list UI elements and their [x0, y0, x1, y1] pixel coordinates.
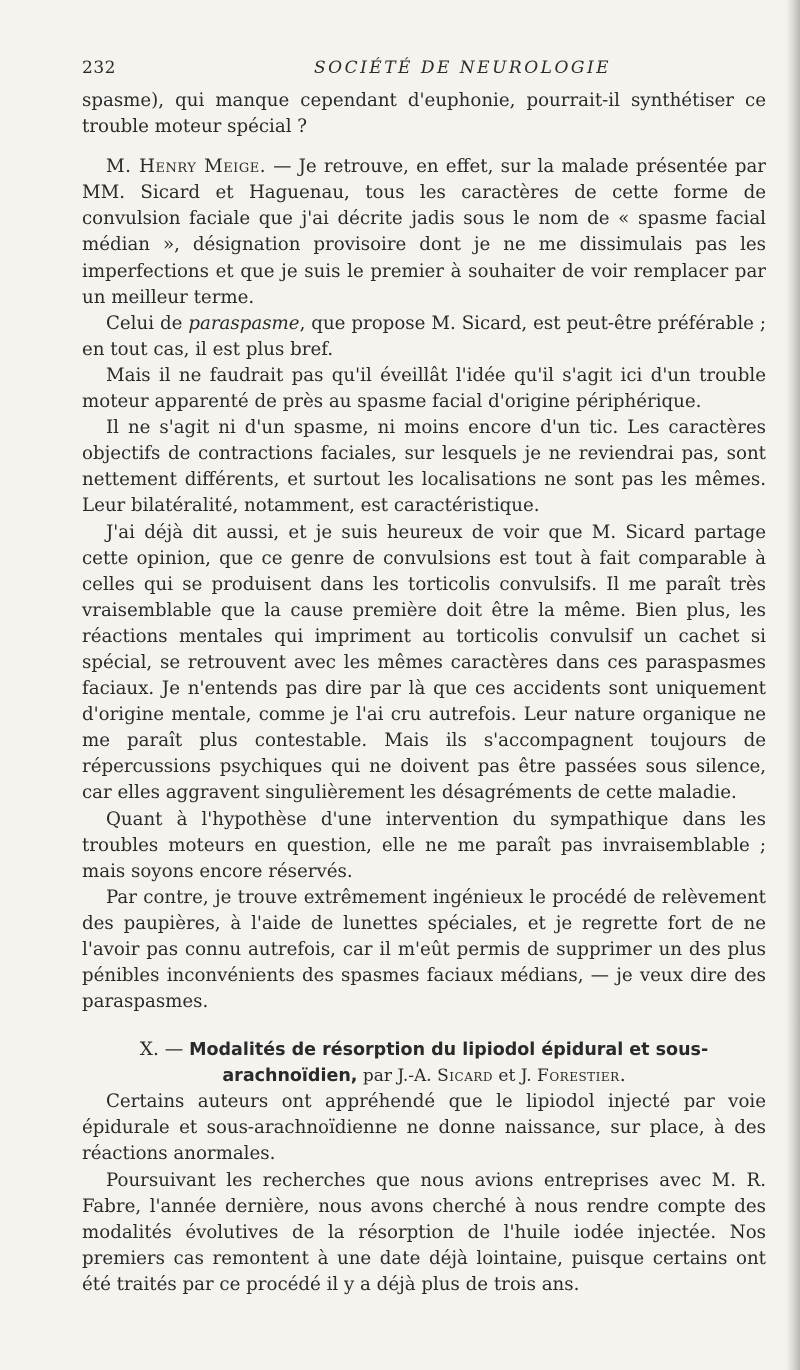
running-title: SOCIÉTÉ DE NEUROLOGIE: [314, 58, 612, 78]
paragraph: Quant à l'hypothèse d'une intervention du sympathique dans les troubles moteurs en question, elle ne me paraît pas invraisemblable ; mais soyons encore réservés.: [82, 808, 766, 882]
byline-text: .: [619, 1065, 626, 1087]
term-paraspasme: paraspasme: [188, 312, 300, 334]
paragraph-continuation: spasme), qui manque cependant d'euphonie, pourrait-il synthétiser ce trouble moteur spécial ?: [82, 90, 766, 138]
author-forestier: Forestier: [537, 1066, 620, 1087]
paragraph-paraspasme: [82, 311, 766, 363]
section-number: X. —: [139, 1039, 190, 1061]
speaker-name: M. Henry Meige.: [106, 156, 266, 178]
paragraph: Il ne s'agit ni d'un spasme, ni moins encore d'un tic. Les caractères objectifs de contractions faciales, sur lesquels je ne reviendrai pas, sont nettement différents, et surtout les localisations ne sont pas les mêmes. Leur bilatéralité, notamment, est caractéristique.: [82, 417, 766, 517]
page-binding-edge: [786, 0, 800, 1370]
paragraph: Poursuivant les recherches que nous avions entreprises avec M. R. Fabre, l'année dernière, nous avons cherché à nous rendre compte des modalités évolutives de la résorption de l'huile iodée injectée. Nos premiers cas remontent à une date déjà lointaine, puisque certains ont été traités par ce procédé il y a déjà plus de trois ans.: [82, 1169, 766, 1295]
author-sicard: Sicard: [437, 1066, 494, 1087]
byline-text: et J.: [493, 1066, 538, 1087]
paragraph-text: Celui de: [106, 312, 189, 334]
page-number: 232: [82, 58, 116, 78]
byline-text: par J.-A.: [357, 1066, 438, 1087]
paragraph: J'ai déjà dit aussi, et je suis heureux de voir que M. Sicard partage cette opinion, que ce genre de convulsions est tout à fait comparable à celles qui se produisent dans les torticolis convulsifs. Il me paraît très vraisemblable que la cause première doit être la même. Bien plus, les réactions mentales qui impriment au torticolis convulsif un cachet si spécial, se retrouvent avec les mêmes caractères dans ces paraspasmes faciaux. Je n'entends pas dire par là que ces accidents sont uniquement d'origine mentale, comme je l'ai cru autrefois. Leur nature organique ne me paraît plus contestable. Mais ils s'accompagnent toujours de répercussions psychiques qui ne doivent pas être passées sous silence, car elles aggravent singulièrement les désagréments de cette maladie.: [82, 521, 766, 804]
section-title: Modalités de résorption du lipiodol épidural et sous-arachnoïdien,: [189, 1040, 709, 1087]
paragraph-text: , que propose M. Sicard, est peut-être préférable ; en tout cas, il est plus bref.: [82, 312, 766, 360]
paragraph: Mais il ne faudrait pas qu'il éveillât l'idée qu'il s'agit ici d'un trouble moteur apparenté de près au spasme facial d'origine périphérique.: [82, 364, 766, 413]
page-header: [82, 58, 762, 82]
paragraph-text: — Je retrouve, en effet, sur la malade présentée par MM. Sicard et Haguenau, tous les caractères de cette forme de convulsion faciale que j'ai décrite jadis sous le nom de « spasme facial médian », désignation provisoire dont je ne me dissimulais pas les imperfections et que je suis le premier à souhaiter de voir remplacer par un meilleur terme.: [82, 156, 766, 308]
paragraph: Certains auteurs ont appréhendé que le lipiodol injecté par voie épidurale et sous-arachnoïdienne ne donne naissance, sur place, à des réactions anormales.: [82, 1091, 766, 1165]
paragraph: Par contre, je trouve extrêmement ingénieux le procédé de relèvement des paupières, à l'aide de lunettes spéciales, et je regrette fort de ne l'avoir pas connu autrefois, car il m'eût permis de supprimer un des plus pénibles inconvénients des spasmes faciaux médians, — je veux dire des paraspasmes.: [82, 886, 766, 1013]
article-body: [82, 88, 766, 1298]
section-heading: [82, 1037, 766, 1089]
paragraph-meige-reply: [82, 154, 766, 311]
